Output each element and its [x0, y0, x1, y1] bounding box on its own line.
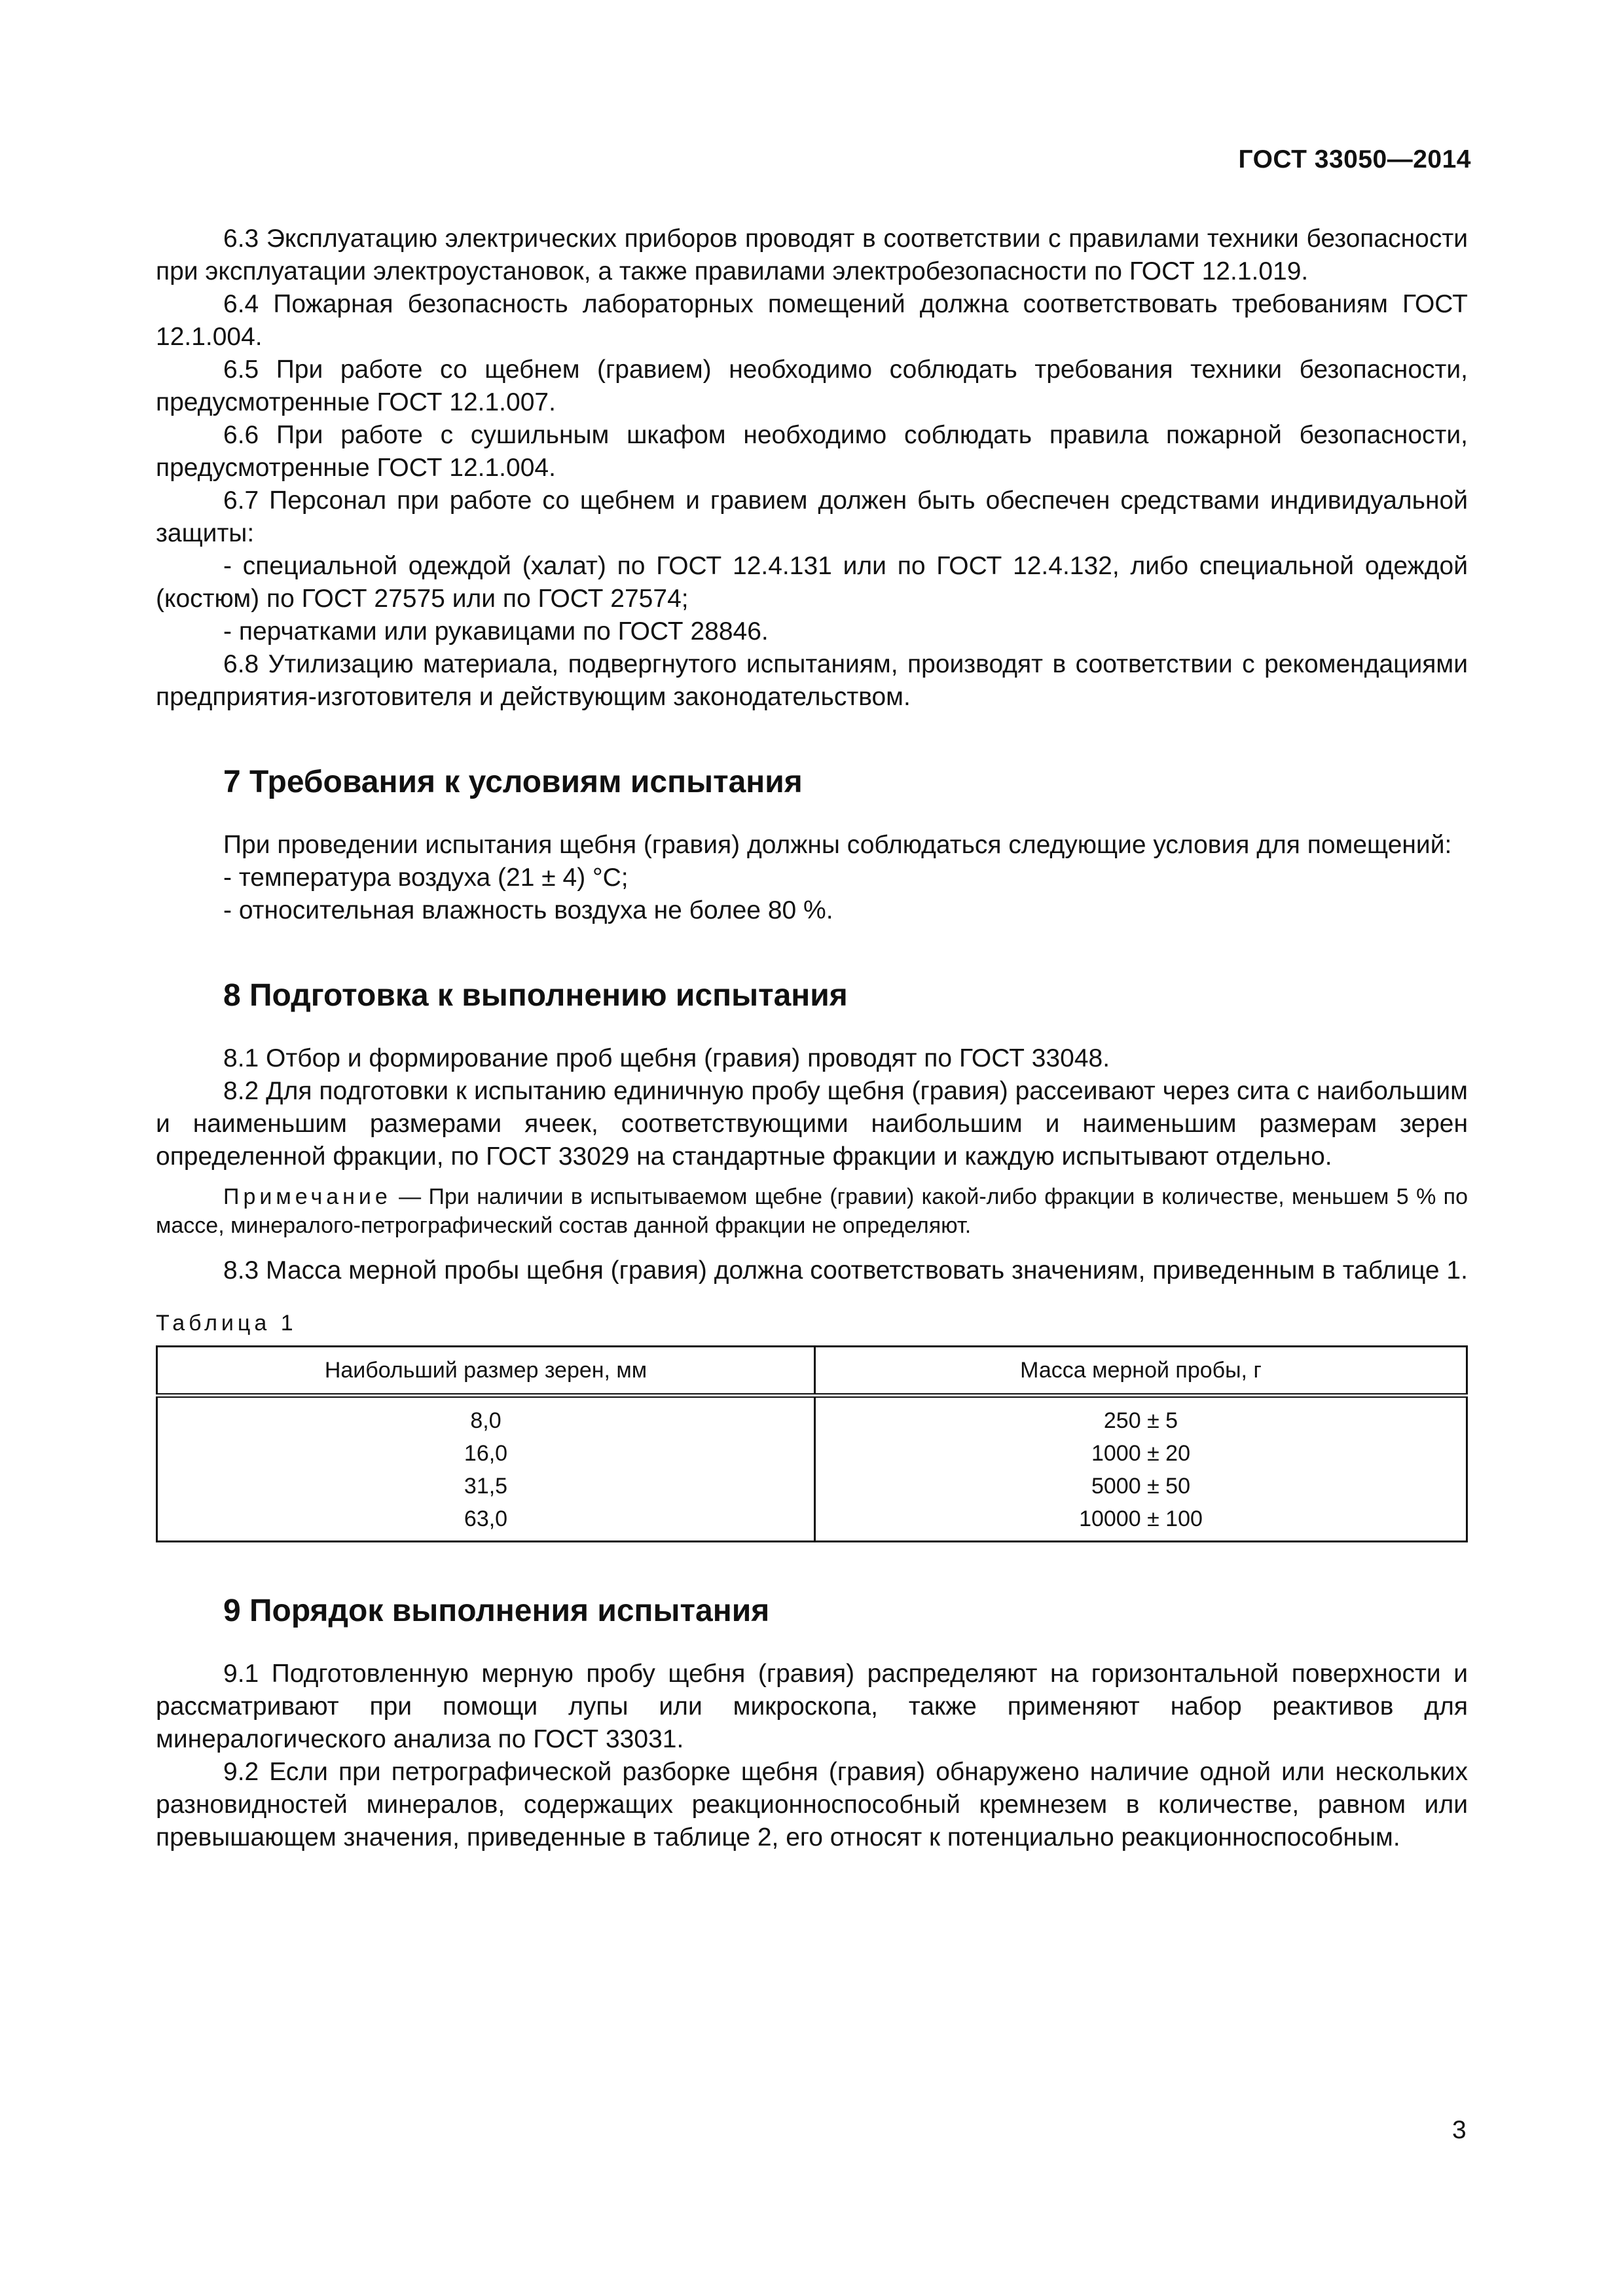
paragraph-7-intro: При проведении испытания щебня (гравия) должны соблюдаться следующие условия для помещений:: [223, 831, 1452, 859]
paragraph-8-2: 8.2 Для подготовки к испытанию единичную пробу щебня (гравия) рассеивают через сита с наибольшим и наименьшим размерами ячеек, соответствующими наибольшим и наименьшим размерам зерен определенной фракции, по ГОСТ 33029 на стандартные фракции и каждую испытывают отдельно.: [156, 1077, 1468, 1171]
note-label: Примечание: [223, 1184, 392, 1209]
paragraph-8-3: 8.3 Масса мерной пробы щебня (гравия) должна соответствовать значениям, приведенным в таблице 1.: [223, 1256, 1468, 1285]
section-7-heading: 7 Требования к условиям испытания: [223, 765, 803, 799]
list-item-humidity: - относительная влажность воздуха не более 80 %.: [223, 896, 833, 924]
cell-grain-size: 63,0: [157, 1503, 815, 1542]
cell-sample-mass: 10000 ± 100: [815, 1503, 1467, 1542]
section-8-heading: 8 Подготовка к выполнению испытания: [223, 978, 848, 1013]
paragraph-9-2: 9.2 Если при петрографической разборке щебня (гравия) обнаружено наличие одной или нескольких разновидностей минералов, содержащих реакционноспособный кремнезем в количестве, равном или превышающем значения, приведенные в таблице 2, его относят к потенциально реакционноспособным.: [156, 1758, 1468, 1851]
paragraph-8-1: 8.1 Отбор и формирование проб щебня (гравия) проводят по ГОСТ 33048.: [223, 1044, 1110, 1072]
cell-sample-mass: 5000 ± 50: [815, 1470, 1467, 1503]
cell-sample-mass: 1000 ± 20: [815, 1437, 1467, 1470]
table-header-row: [157, 1347, 1467, 1396]
paragraph-6-8: 6.8 Утилизацию материала, подвергнутого испытаниям, производят в соответствии с рекомендациями предприятия-изготовителя и действующим законодательством.: [156, 650, 1468, 711]
list-item-clothing: - специальной одеждой (халат) по ГОСТ 12.4.131 или по ГОСТ 12.4.132, либо специальной одеждой (костюм) по ГОСТ 27575 или по ГОСТ 27574;: [156, 552, 1468, 613]
paragraph-6-6: 6.6 При работе с сушильным шкафом необходимо соблюдать правила пожарной безопасности, предусмотренные ГОСТ 12.1.004.: [156, 421, 1468, 482]
table-row: [157, 1396, 1467, 1438]
cell-sample-mass: 250 ± 5: [815, 1396, 1467, 1438]
document-body: [156, 223, 1468, 1854]
list-item-gloves: - перчатками или рукавицами по ГОСТ 28846.: [223, 617, 769, 646]
document-id: ГОСТ 33050—2014: [1238, 145, 1471, 173]
paragraph-6-5: 6.5 При работе со щебнем (гравием) необходимо соблюдать требования техники безопасности, предусмотренные ГОСТ 12.1.007.: [156, 355, 1468, 416]
column-header-grain-size: Наибольший размер зерен, мм: [157, 1347, 815, 1396]
cell-grain-size: 16,0: [157, 1437, 815, 1470]
note: [156, 1182, 1468, 1240]
paragraph-6-3: 6.3 Эксплуатацию электрических приборов проводят в соответствии с правилами техники безопасности при эксплуатации электроустановок, а также правилами электробезопасности по ГОСТ 12.1.019.: [156, 225, 1468, 285]
table-row: [157, 1437, 1467, 1470]
paragraph-6-7: 6.7 Персонал при работе со щебнем и гравием должен быть обеспечен средствами индивидуальной защиты:: [156, 486, 1468, 547]
section-9-heading: 9 Порядок выполнения испытания: [223, 1594, 770, 1628]
table-caption: Таблица 1: [156, 1311, 297, 1336]
list-item-temperature: - температура воздуха (21 ± 4) °С;: [223, 864, 629, 892]
page-number: 3: [1452, 2116, 1467, 2144]
note-text: — При наличии в испытываемом щебне (гравии) какой-либо фракции в количестве, меньшем 5 % по массе, минералого-петрографический состав данной фракции не определяют.: [156, 1184, 1468, 1238]
table-1: [156, 1345, 1468, 1542]
cell-grain-size: 31,5: [157, 1470, 815, 1503]
column-header-sample-mass: Масса мерной пробы, г: [815, 1347, 1467, 1396]
cell-grain-size: 8,0: [157, 1396, 815, 1438]
paragraph-6-4: 6.4 Пожарная безопасность лабораторных помещений должна соответствовать требованиям ГОСТ 12.1.004.: [156, 290, 1468, 351]
table-row: [157, 1503, 1467, 1542]
table-row: [157, 1470, 1467, 1503]
paragraph-9-1: 9.1 Подготовленную мерную пробу щебня (гравия) распределяют на горизонтальной поверхности и рассматривают при помощи лупы или микроскопа, также применяют набор реактивов для минералогического анализа по ГОСТ 33031.: [156, 1660, 1468, 1753]
